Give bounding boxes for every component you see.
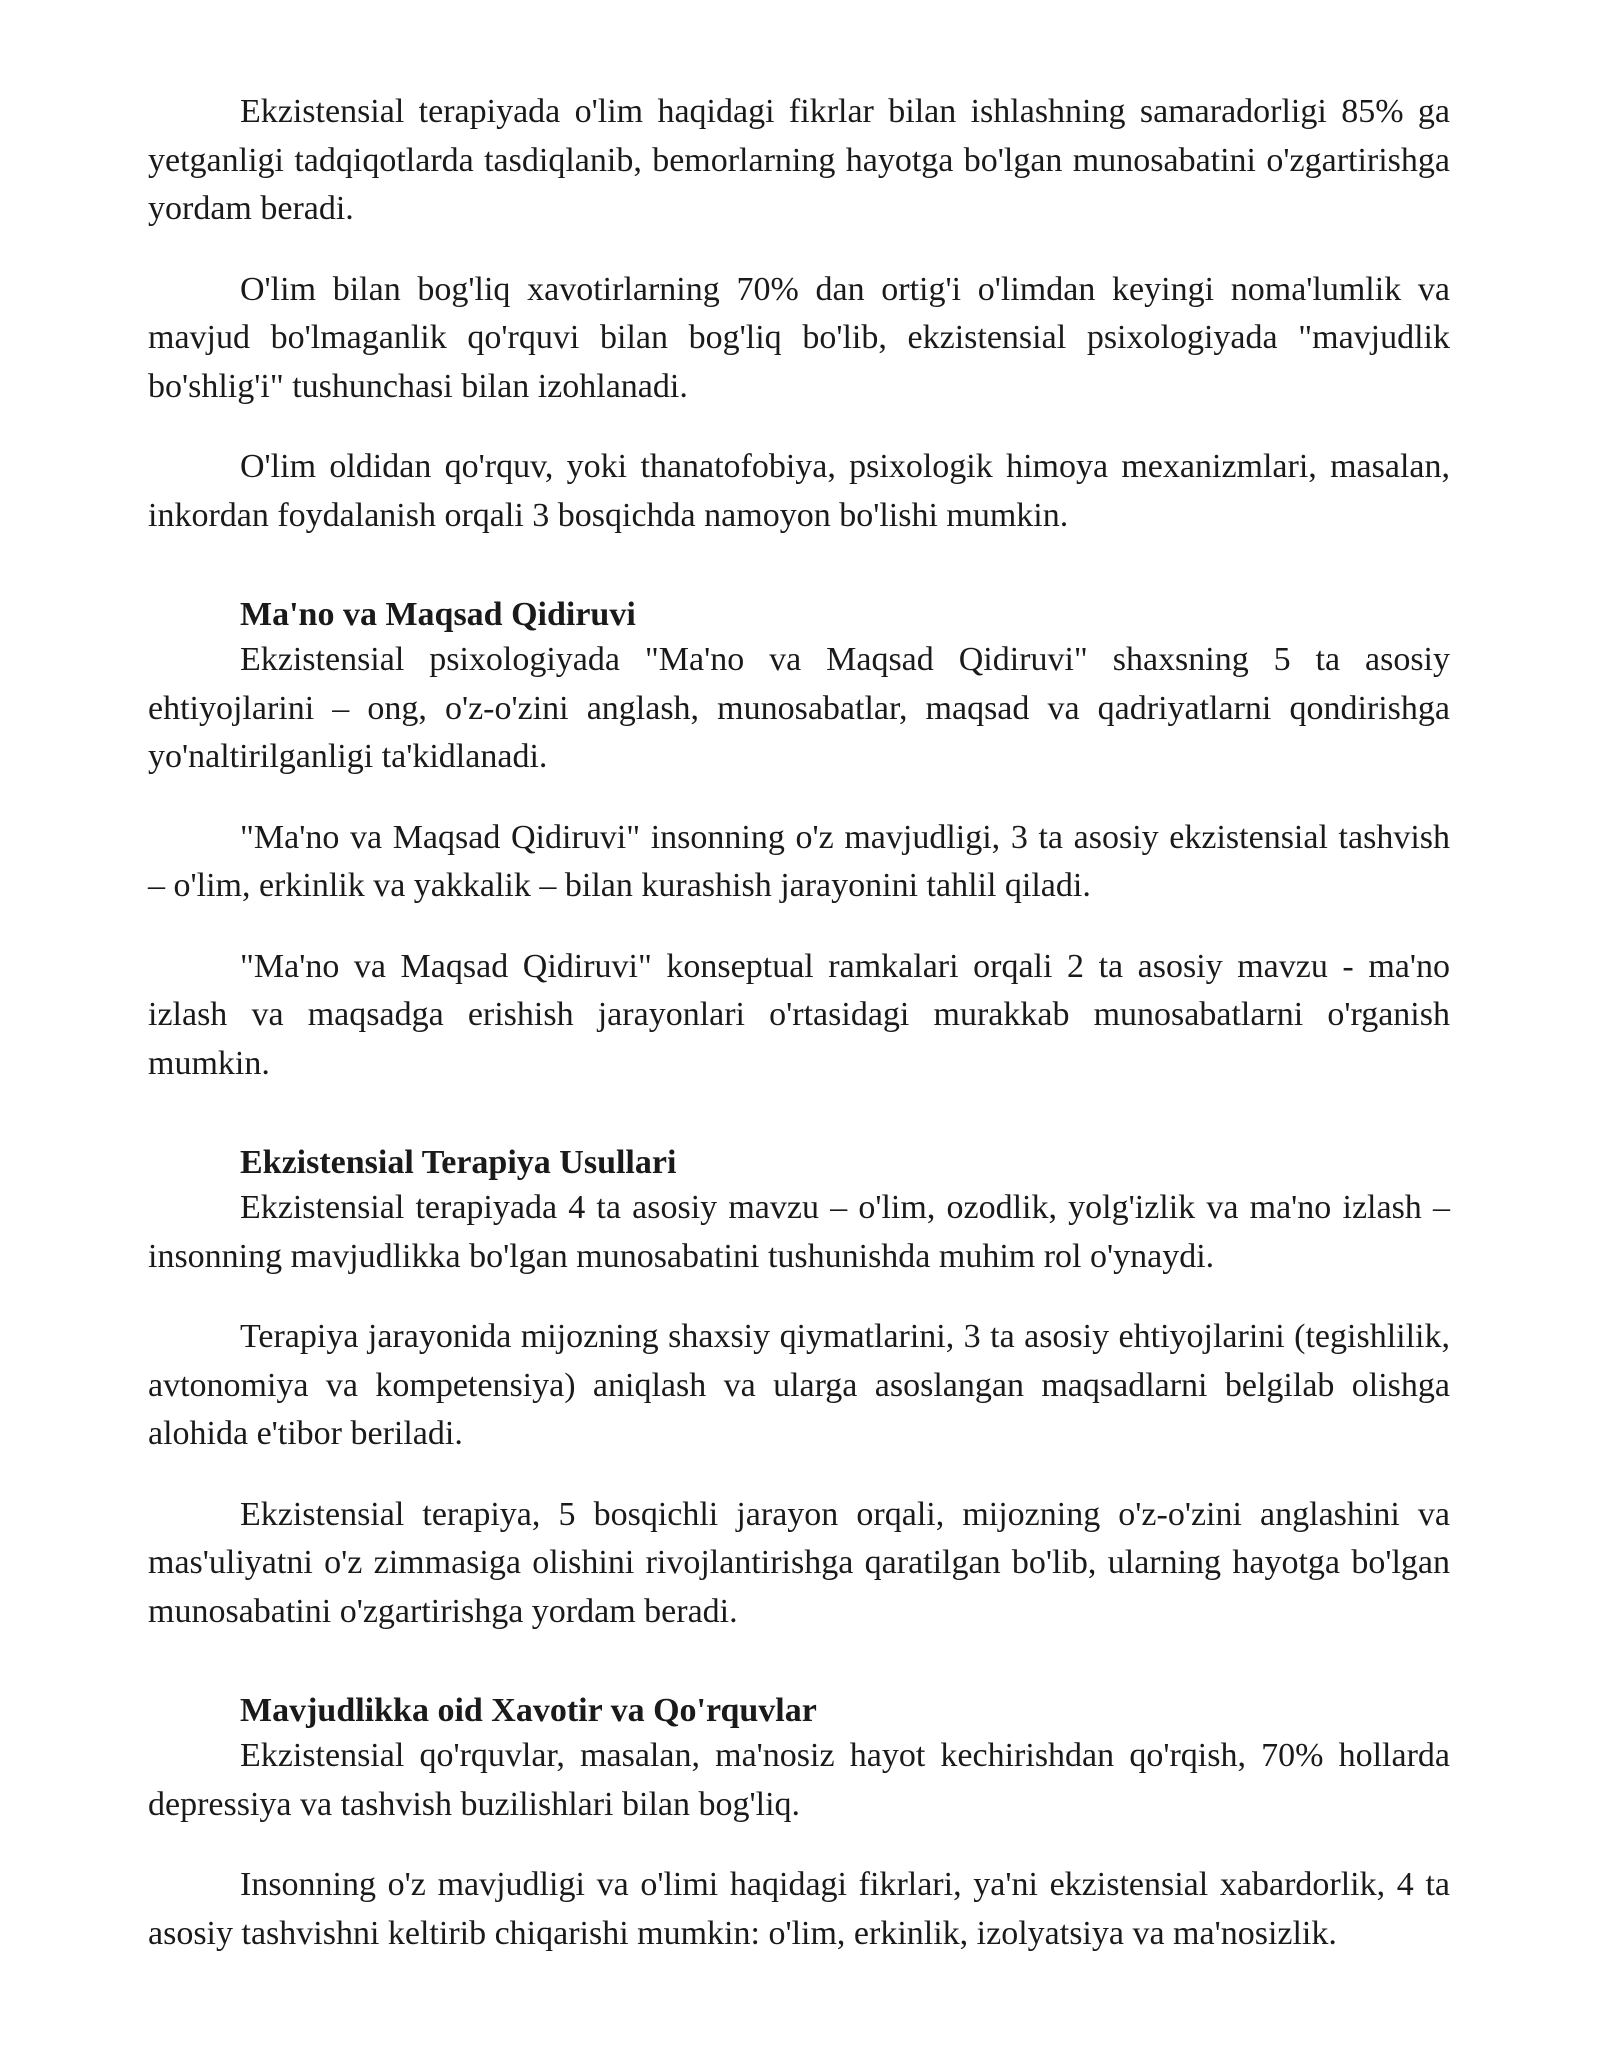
section-heading: Ma'no va Maqsad Qidiruvi — [240, 596, 636, 633]
section-xavotir-va-qorquvlar — [148, 1690, 1450, 1958]
paragraph: Ekzistensial qo'rquvlar, masalan, ma'nosiz hayot kechirishdan qo'rqish, 70% hollarda depressiya va tashvish buzilishlari bilan bog'liq. — [148, 1737, 1450, 1823]
paragraph: Ekzistensial terapiyada o'lim haqidagi fikrlar bilan ishlashning samaradorligi 85% ga yetganligi tadqiqotlarda tasdiqlanib, bemorlarning hayotga bo'lgan munosabatini o'zgartirishga yordam beradi. — [148, 93, 1450, 227]
paragraph: Ekzistensial terapiyada 4 ta asosiy mavzu – o'lim, ozodlik, yolg'izlik va ma'no izlash – insonning mavjudlikka bo'lgan munosabatini tushunishda muhim rol o'ynaydi. — [148, 1189, 1450, 1275]
paragraph: Insonning o'z mavjudligi va o'limi haqidagi fikrlari, ya'ni ekzistensial xabardorlik, 4 ta asosiy tashvishni keltirib chiqarishi mumkin: o'lim, erkinlik, izolyatsiya va ma'nosizlik. — [148, 1866, 1450, 1952]
paragraph: "Ma'no va Maqsad Qidiruvi" konseptual ramkalari orqali 2 ta asosiy mavzu - ma'no izlash va maqsadga erishish jarayonlari o'rtasidagi murakkab munosabatlarni o'rganish mumkin. — [148, 947, 1450, 1082]
section-terapiya-usullari — [148, 1142, 1450, 1636]
section-mano-va-maqsad — [148, 594, 1450, 1088]
paragraph: "Ma'no va Maqsad Qidiruvi" insonning o'z mavjudligi, 3 ta asosiy ekzistensial tashvish – o'lim, erkinlik va yakkalik – bilan kurashish jarayonini tahlil qiladi. — [148, 818, 1450, 904]
section-heading: Ekzistensial Terapiya Usullari — [240, 1144, 677, 1181]
paragraph: O'lim bilan bog'liq xavotirlarning 70% dan ortig'i o'limdan keyingi noma'lumlik va mavjud bo'lmaganlik qo'rquvi bilan bog'liq bo'lib, ekzistensial psixologiyada "mavjudlik bo'shlig'i" tushunchasi bilan izohlanadi. — [148, 270, 1450, 405]
paragraph: O'lim oldidan qo'rquv, yoki thanatofobiya, psixologik himoya mexanizmlari, masalan, inkordan foydalanish orqali 3 bosqichda namoyon bo'lishi mumkin. — [148, 448, 1450, 534]
paragraph: Ekzistensial terapiya, 5 bosqichli jarayon orqali, mijozning o'z-o'zini anglashini va mas'uliyatni o'z zimmasiga olishini rivojlantirishga qaratilgan bo'lib, ularning hayotga bo'lgan munosabatini o'zgartirishga yordam beradi. — [148, 1495, 1450, 1630]
paragraph: Terapiya jarayonida mijozning shaxsiy qiymatlarini, 3 ta asosiy ehtiyojlarini (tegishlilik, avtonomiya va kompetensiya) aniqlash va ularga asoslangan maqsadlarni belgilab olishga alohida e'tibor beriladi. — [148, 1318, 1450, 1452]
document-page — [148, 88, 1450, 1990]
paragraph: Ekzistensial psixologiyada "Ma'no va Maqsad Qidiruvi" shaxsning 5 ta asosiy ehtiyojlarini – ong, o'z-o'zini anglash, munosabatlar, maqsad va qadriyatlarni qondirishga yo'naltirilganligi ta'kidlanadi. — [148, 641, 1450, 775]
section-heading: Mavjudlikka oid Xavotir va Qo'rquvlar — [240, 1692, 817, 1729]
